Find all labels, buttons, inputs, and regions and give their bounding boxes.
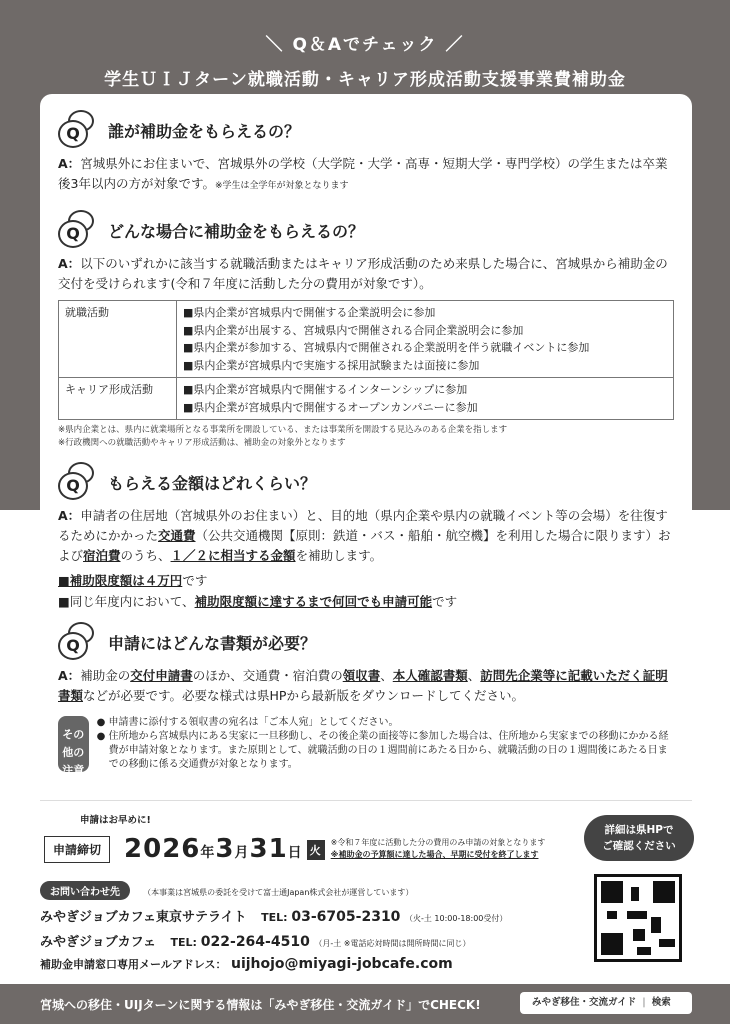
footer-text: 宮城への移住・UIJターンに関する情報は「みやぎ移住・交流ガイド」でCHECK! — [40, 998, 481, 1012]
answer-4: A：補助金の交付申請書のほか、交通費・宿泊費の領収書、本人確認書類、訪問先企業等に記載いただく証明書類などが必要です。必要な様式は県HPから最新版をダウンロードしてください。 — [58, 668, 668, 703]
table-row — [59, 378, 674, 420]
email-link[interactable]: uijhojo@miyagi-jobcafe.com — [230, 956, 453, 972]
contact-miyagi: みやぎジョブカフェ TEL: 022-264-4510 （月-土 ※電話応対時間は開所時間に同じ） — [40, 934, 471, 950]
table-items — [177, 301, 674, 378]
list-item: ■県内企業が宮城県内で開催するオープンカンパニーに参加 — [183, 400, 478, 414]
q-bubble-icon: Q — [58, 110, 102, 150]
table-category: キャリア形成活動 — [59, 378, 177, 420]
qa-check-label: ＼ Q＆Aでチェック ／ — [265, 35, 465, 55]
table-row — [59, 301, 674, 378]
list-item: ● 住所地から宮城県内にある実家に一旦移動し、その後企業の面接等に参加した場合は、住所地から実家までの移動にかかる経費が申請対象となります。また原則として、就職活動の日の１週間前にあたる日から、就職活動の日の１週間後にあたる日までの移動に係る交通費が対象となります。 — [96, 731, 669, 770]
page-title: 学生ＵＩＪターン就職活動・キャリア形成活動支援事業費補助金 — [104, 70, 626, 90]
list-item: ■県内企業が宮城県内で開催する企業説明会に参加 — [183, 306, 436, 319]
qa-card — [40, 94, 692, 800]
weekday-badge: 火 — [307, 840, 325, 860]
search-box[interactable]: みやぎ移住・交流ガイド | 検索 — [520, 992, 692, 1014]
answer-3: A：申請者の住居地（宮城県外のお住まい）と、目的地（県内企業や県内の就職イベント等の会場）を往復するためにかかった交通費（公共交通機関【原則：鉄道・バス・船舶・航空機】を利用した場合に限ります）および宿泊費のうち、１／２に相当する金額を補助します。 — [58, 508, 671, 563]
note: ※行政機関への就職活動やキャリア形成活動は、補助金の対象外となります — [58, 438, 346, 448]
answer-2: A：以下のいずれかに該当する就職活動またはキャリア形成活動のため来県した場合に、宮城県から補助金の交付を受けられます(令和７年度に活動した分の費用が対象です）。 — [58, 256, 668, 291]
question-1 — [58, 110, 674, 150]
contact-tokyo: みやぎジョブカフェ東京サテライト TEL: 03-6705-2310 （火-土 10:00-18:00受付） — [40, 909, 508, 925]
deadline-date: 2026年3月31日 火 — [124, 834, 325, 864]
q-bubble-icon: Q — [58, 622, 102, 662]
q-bubble-icon: Q — [58, 210, 102, 250]
divider — [40, 800, 692, 801]
question-2 — [58, 210, 674, 250]
tel-link[interactable]: 022-264-4510 — [200, 934, 310, 950]
note: ※県内企業とは、県内に就業場所となる事業所を開設している、または事業所を開設する見込みのある企業を指します — [58, 425, 508, 435]
question-3 — [58, 462, 674, 502]
answer-1: A：宮城県外にお住まいで、宮城県外の学校（大学院・大学・高専・短期大学・専門学校）の学生または卒業後3年以内の方が対象です。※学生は全学年が対象となります — [58, 156, 668, 191]
contact-mail: 補助金申請窓口専用メールアドレス： uijhojo@miyagi-jobcafe.com — [40, 956, 453, 972]
question-1-title: 誰が補助金をもらえるの？ — [108, 121, 301, 141]
table-items — [177, 378, 674, 420]
question-4-title: 申請にはどんな書類が必要？ — [108, 633, 317, 653]
tel-link[interactable]: 03-6705-2310 — [291, 909, 401, 925]
limit-2: ■同じ年度内において、補助限度額に達するまで何回でも申請可能です — [58, 594, 458, 609]
hp-bubble: 詳細は県HPで ご確認ください — [584, 815, 694, 861]
footer — [0, 984, 730, 1024]
early-notice: 申請はお早めに! — [80, 815, 151, 826]
other-notes-list — [97, 716, 674, 772]
deadline-label: 申請締切 — [44, 836, 110, 863]
question-3-title: もらえる金額はどれくらい？ — [108, 473, 317, 493]
q-bubble-icon: Q — [58, 462, 102, 502]
list-item: ■県内企業が出展する、宮城県内で開催される合同企業説明会に参加 — [183, 323, 524, 337]
limit-1: ■補助限度額は４万円です — [58, 573, 208, 588]
list-item: ■県内企業が宮城県内で実施する採用試験または面接に参加 — [183, 358, 480, 372]
contact — [40, 880, 507, 972]
other-notes — [58, 716, 674, 795]
search-button[interactable]: 検索 — [651, 997, 671, 1008]
deadline-notes: ※令和７年度に活動した分の費用のみ申請の対象となります ※補助金の予算額に達した場合、早期に受付を終了します — [330, 838, 546, 859]
list-item: ■県内企業が参加する、宮城県内で開催される企業説明を伴う就職イベントに参加 — [183, 341, 590, 354]
question-4 — [58, 622, 674, 662]
other-notes-label: その他の 注意事項 — [58, 716, 89, 772]
contact-note: （本事業は宮城県の委託を受けて富士通Japan株式会社が運営しています） — [143, 888, 414, 897]
qr-code[interactable] — [594, 874, 682, 962]
question-2-title: どんな場合に補助金をもらえるの？ — [108, 221, 365, 241]
header — [0, 30, 730, 90]
table-notes — [58, 424, 674, 450]
activity-table — [58, 300, 674, 420]
deadline — [44, 834, 545, 864]
contact-badge: お問い合わせ先 — [40, 881, 130, 900]
list-item: ● 申請書に添付する領収書の宛名は「ご本人宛」としてください。 — [96, 717, 399, 728]
list-item: ■県内企業が宮城県内で開催するインターンシップに参加 — [183, 383, 468, 396]
table-category: 就職活動 — [59, 301, 177, 378]
